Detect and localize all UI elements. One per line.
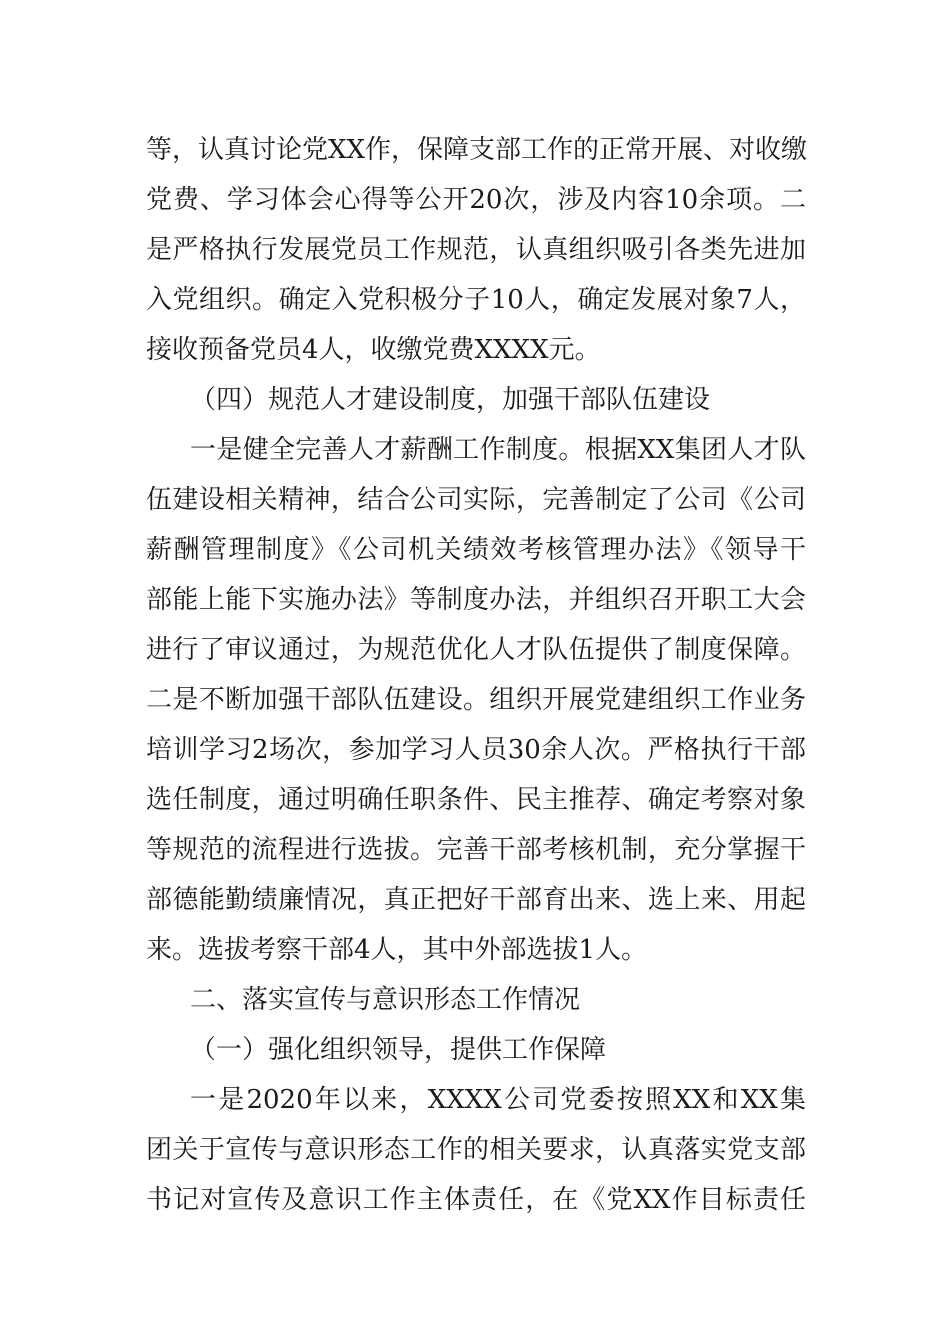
paragraph-line: 伍建设相关精神，结合公司实际，完善制定了公司《公司: [146, 485, 806, 515]
paragraph-line: 等，认真讨论党XX作，保障支部工作的正常开展、对收缴: [146, 135, 808, 165]
paragraph-line: 党费、学习体会心得等公开20次，涉及内容10余项。二: [146, 185, 806, 215]
paragraph-line: 书记对宣传及意识工作主体责任，在《党XX作目标责任: [146, 1185, 806, 1215]
paragraph-line: 选任制度，通过明确任职条件、民主推荐、确定考察对象: [146, 785, 806, 815]
paragraph-line: 是严格执行发展党员工作规范，认真组织吸引各类先进加: [146, 235, 806, 265]
paragraph-line: 等规范的流程进行选拔。完善干部考核机制，充分掌握干: [146, 835, 806, 865]
subsection-heading: （一）强化组织领导，提供工作保障: [190, 1035, 607, 1065]
paragraph-line: 来。选拔考察干部4人，其中外部选拔1人。: [146, 935, 648, 965]
section-heading: （四）规范人才建设制度，加强干部队伍建设: [190, 385, 711, 415]
section-heading: 二、落实宣传与意识形态工作情况: [190, 985, 581, 1015]
paragraph-line: 一是健全完善人才薪酬工作制度。根据XX集团人才队: [190, 435, 806, 465]
paragraph-line: 接收预备党员4人，收缴党费XXXX元。: [146, 335, 601, 365]
paragraph-line: 入党组织。确定入党积极分子10人，确定发展对象7人，: [146, 285, 806, 315]
paragraph-line: 进行了审议通过，为规范优化人才队伍提供了制度保障。: [146, 635, 806, 665]
paragraph-line: 薪酬管理制度》《公司机关绩效考核管理办法》《领导干: [146, 535, 806, 565]
paragraph-line: 一是2020年以来，XXXX公司党委按照XX和XX集: [190, 1085, 806, 1115]
paragraph-line: 团关于宣传与意识形态工作的相关要求，认真落实党支部: [146, 1135, 806, 1165]
paragraph-line: 部德能勤绩廉情况，真正把好干部育出来、选上来、用起: [146, 885, 806, 915]
paragraph-line: 培训学习2场次，参加学习人员30余人次。严格执行干部: [146, 735, 806, 765]
paragraph-line: 部能上能下实施办法》等制度办法，并组织召开职工大会: [146, 585, 806, 615]
paragraph-line: 二是不断加强干部队伍建设。组织开展党建组织工作业务: [146, 685, 806, 715]
